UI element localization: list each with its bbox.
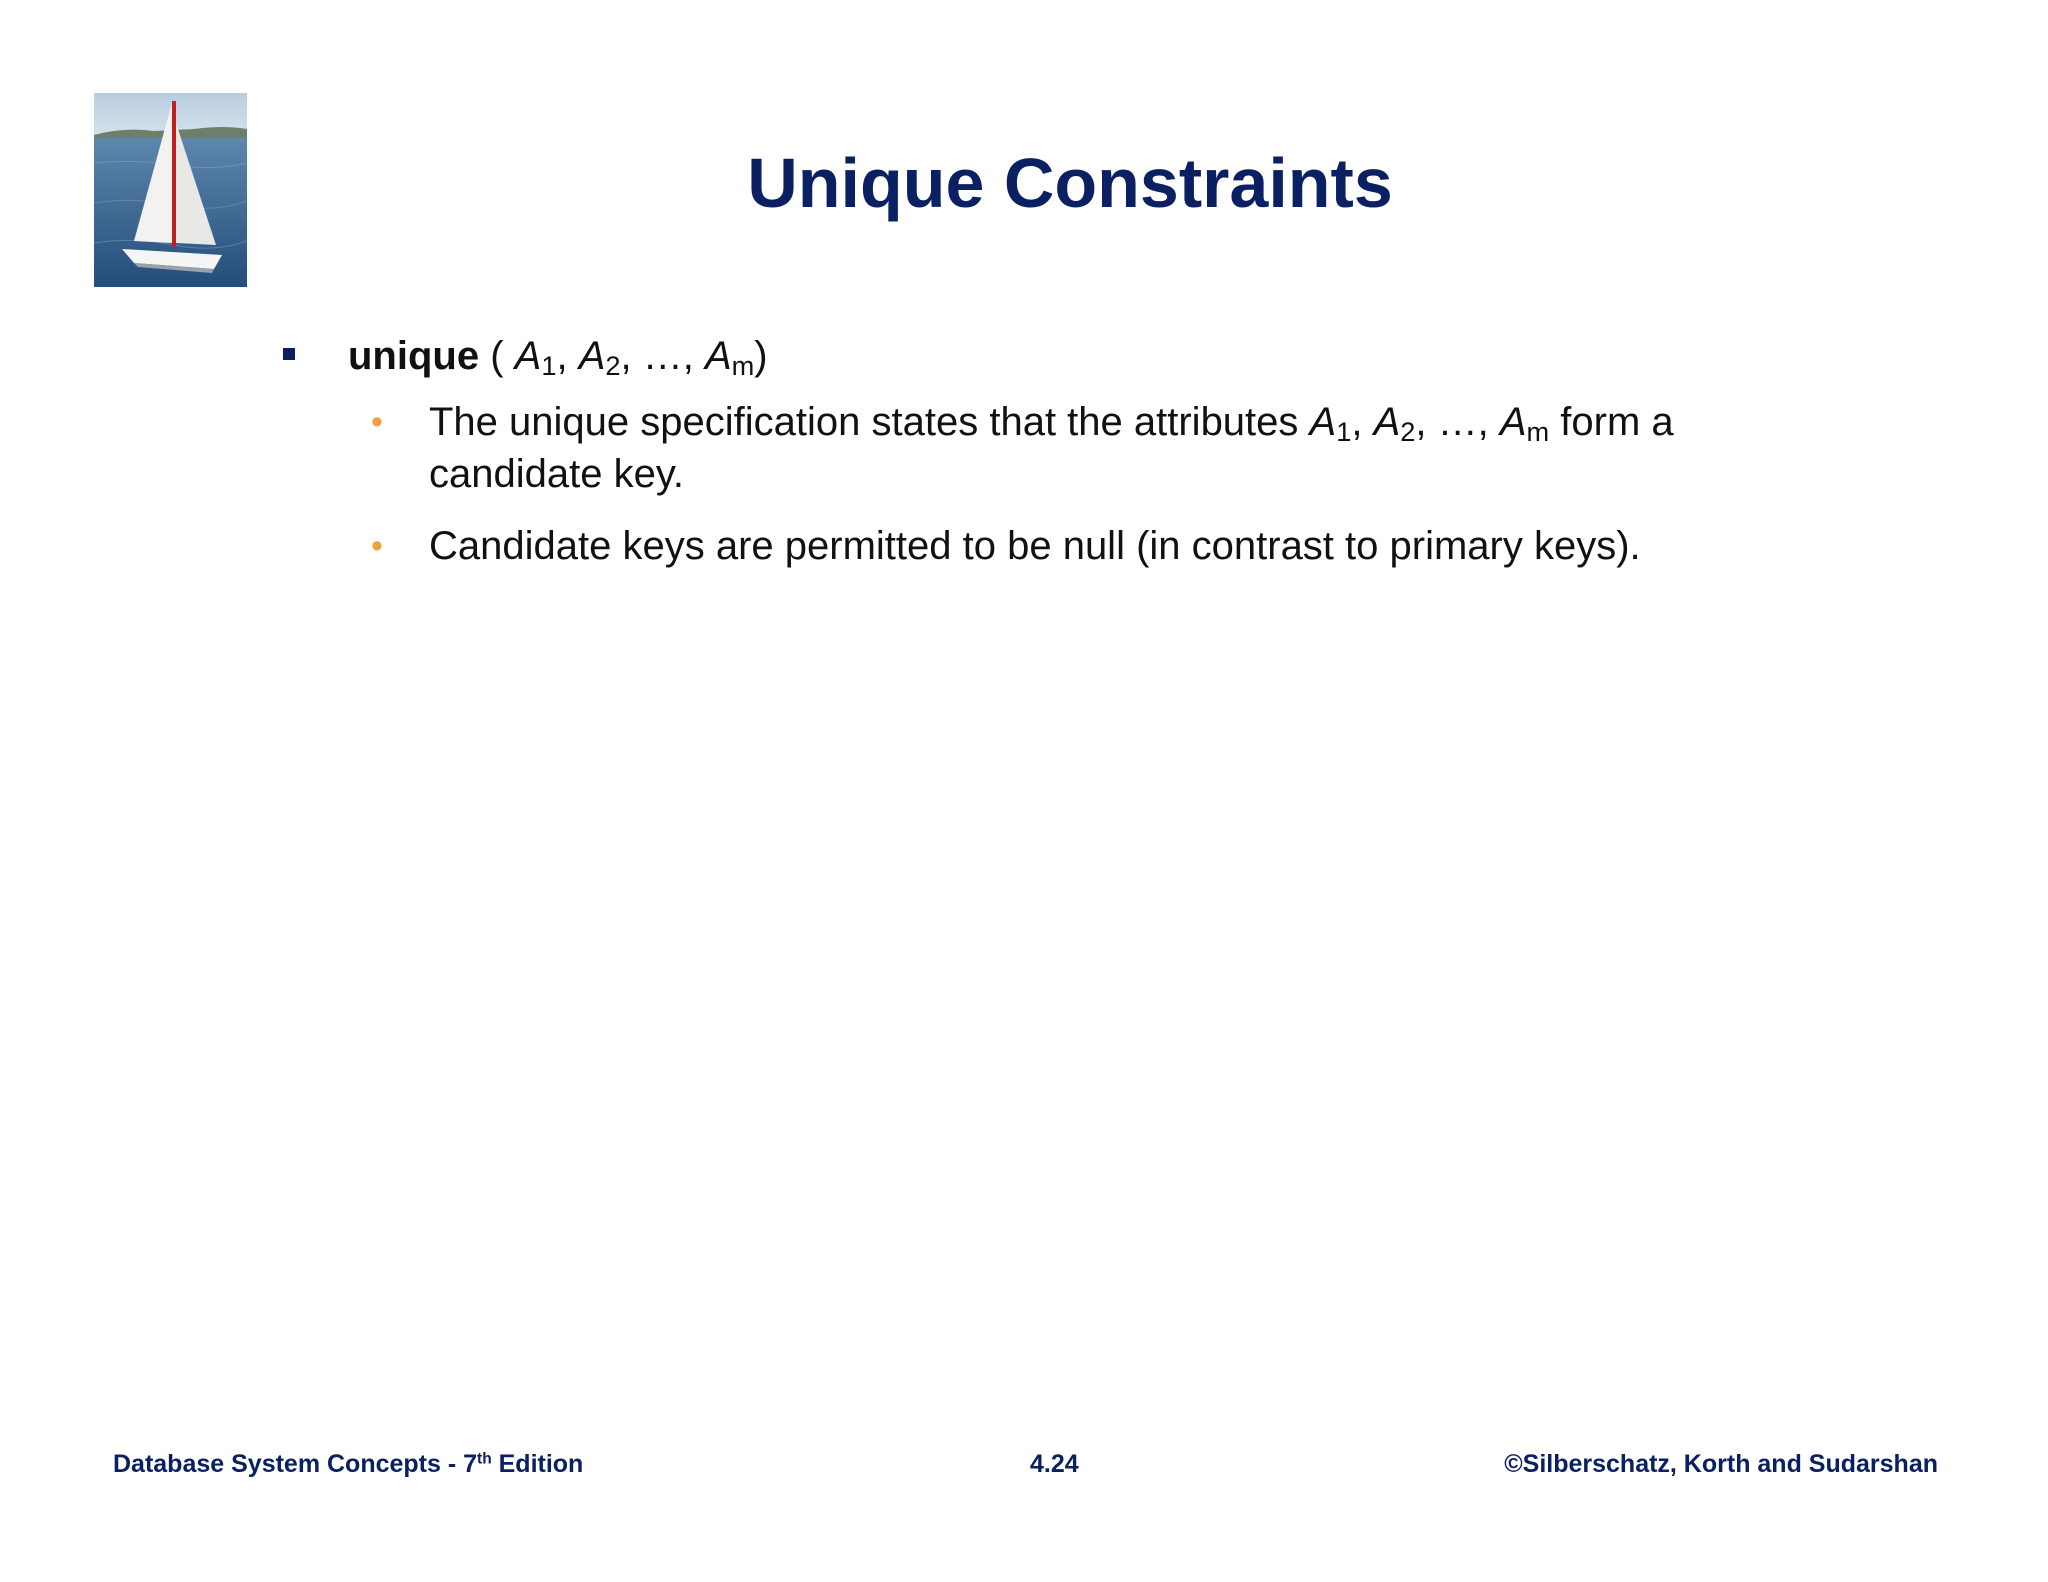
footer-slide-number: 4.24 — [1030, 1450, 1079, 1478]
bullet-unique-syntax: unique ( $A_1$, $A_2$, …, $A_m$) — [280, 330, 1720, 382]
sub-bullet-candidate-key: • The unique specification states that the attributes $A_1$, $A_2$, …, $A_m$ form a candidate key. — [280, 396, 1720, 500]
dot-bullet-icon: • — [371, 527, 383, 565]
footer-copyright: ©Silberschatz, Korth and Sudarshan — [1504, 1450, 1938, 1478]
slide-content — [280, 330, 1720, 572]
sub-bullet-null-permitted: • Candidate keys are permitted to be null (in contrast to primary keys). — [280, 520, 1720, 572]
slide-title: Unique Constraints — [747, 144, 1393, 222]
dot-bullet-icon: • — [371, 403, 383, 441]
keyword-unique: unique — [348, 334, 480, 378]
footer-book-title: Database System Concepts - 7th Edition — [113, 1450, 584, 1478]
square-bullet-icon — [283, 348, 295, 360]
